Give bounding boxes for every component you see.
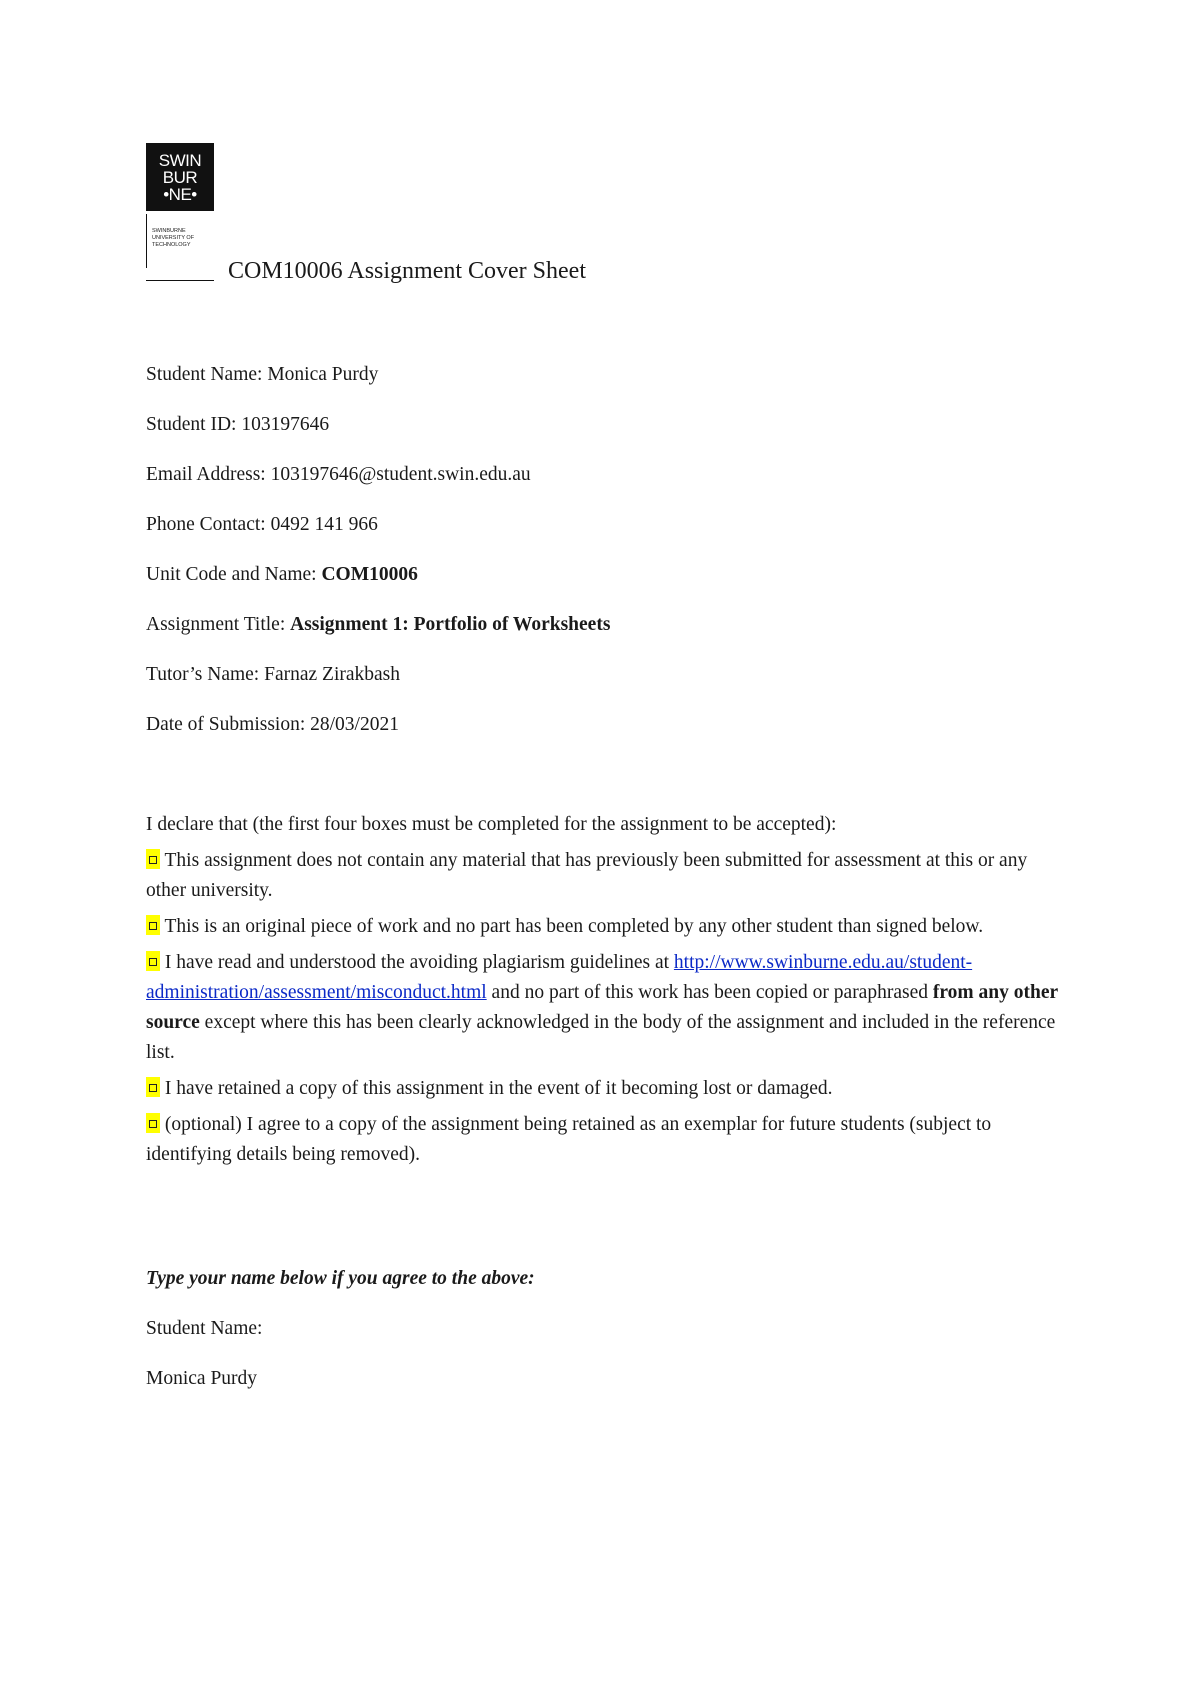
field-value: 103197646@student.swin.edu.au	[270, 464, 531, 485]
checkbox-icon[interactable]	[146, 915, 160, 935]
logo-underline	[146, 280, 214, 281]
declaration-item-4: I have retained a copy of this assignment in the event of it becoming lost or damaged.	[146, 1074, 1066, 1104]
swinburne-logo	[146, 143, 214, 268]
checkbox-icon[interactable]	[146, 1113, 160, 1133]
logo-line-2: BUR	[162, 167, 198, 187]
field-label: Assignment Title:	[146, 614, 291, 635]
signature-prompt: Type your name below if you agree to the above:	[146, 1268, 535, 1289]
phone-field	[146, 514, 378, 536]
assignment-title-field	[146, 614, 610, 636]
misconduct-link[interactable]: http://www.swinburne.edu.au/student-administration/assessment/misconduct.html	[146, 952, 973, 1003]
field-label: Date of Submission:	[146, 714, 311, 735]
checkbox-icon[interactable]	[146, 1077, 160, 1097]
logo-subtitle	[146, 214, 214, 268]
checkbox-icon[interactable]	[146, 951, 160, 971]
field-label: Phone Contact:	[146, 514, 271, 535]
logo-subtitle-1: SWINBURNE	[152, 228, 186, 234]
field-label: Email Address:	[146, 464, 271, 485]
declaration-item-5: (optional) I agree to a copy of the assignment being retained as an exemplar for future students (subject to identifying details being removed).	[146, 1114, 992, 1165]
student-name-field	[146, 364, 378, 386]
document-title: COM10006 Assignment Cover Sheet	[228, 258, 586, 284]
logo-mark	[146, 143, 214, 211]
submission-date-field	[146, 714, 399, 736]
logo-subtitle-2: UNIVERSITY OF	[152, 235, 195, 241]
field-label: Unit Code and Name:	[146, 564, 322, 585]
declaration-item-1: This assignment does not contain any material that has previously been submitted for assessment at this or any other university.	[146, 850, 1028, 901]
field-label: Student ID:	[146, 414, 242, 435]
field-value: COM10006	[321, 564, 418, 585]
signature-label: Student Name:	[146, 1318, 263, 1339]
field-value: 0492 141 966	[270, 514, 378, 535]
field-value: 28/03/2021	[310, 714, 399, 735]
field-value: Monica Purdy	[267, 364, 379, 385]
tutor-field	[146, 664, 400, 686]
field-label: Tutor’s Name:	[146, 664, 265, 685]
student-id-field	[146, 414, 329, 436]
signature-name[interactable]: Monica Purdy	[146, 1368, 258, 1389]
logo-line-3: •NE•	[163, 184, 197, 204]
field-value: Assignment 1: Portfolio of Worksheets	[290, 614, 611, 635]
declaration-item-2: This is an original piece of work and no part has been completed by any other student than signed below.	[146, 912, 1066, 942]
logo-subtitle-3: TECHNOLOGY	[152, 242, 191, 248]
logo-line-1: SWIN	[158, 150, 202, 170]
declaration-item-3: I have read and understood the avoiding plagiarism guidelines at http://www.swinburne.edu.au/student-administration/assessment/misconduct.html and no part of this work has been copied or paraphrased from any other source except where this has been clearly acknowledged in the body of the assignment and included in the reference list.	[146, 952, 1058, 1063]
checkbox-icon[interactable]	[146, 849, 160, 869]
field-label: Student Name:	[146, 364, 268, 385]
unit-field	[146, 564, 418, 586]
email-field	[146, 464, 531, 486]
declaration-section	[146, 810, 1066, 1176]
field-value: Farnaz Zirakbash	[264, 664, 401, 685]
field-value: 103197646	[241, 414, 330, 435]
declaration-intro: I declare that (the first four boxes must be completed for the assignment to be accepted):	[146, 814, 837, 835]
